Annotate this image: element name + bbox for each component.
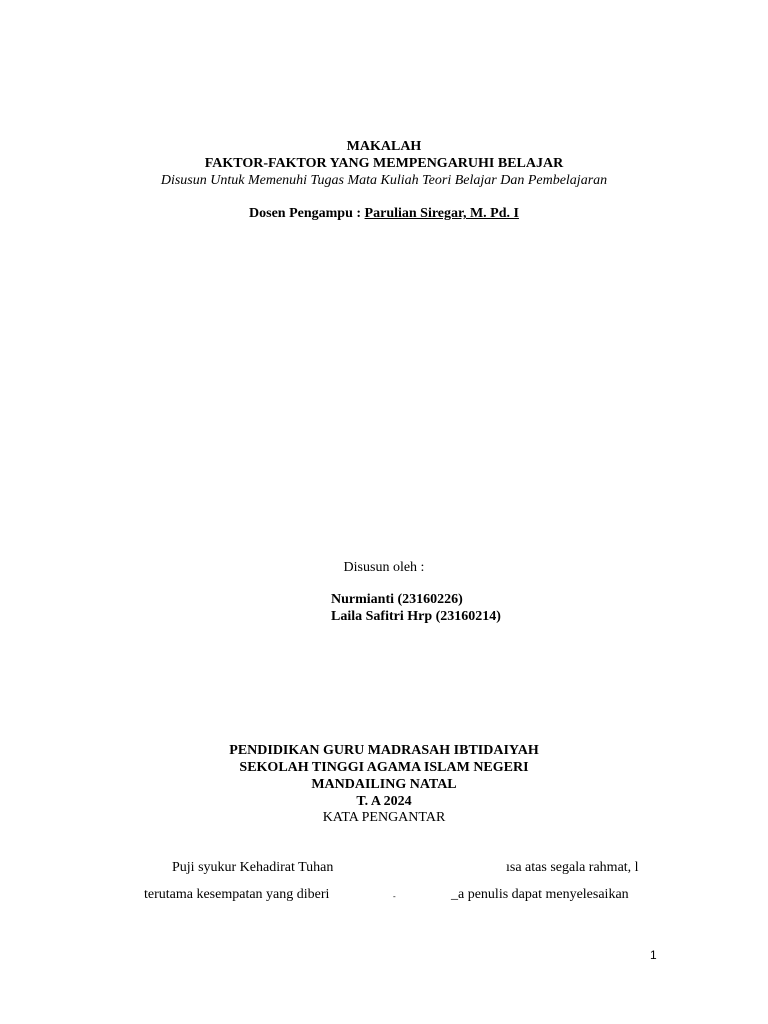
institution-line: SEKOLAH TINGGI AGAMA ISLAM NEGERI [239, 760, 529, 775]
author-name: Nurmianti (23160226) [331, 592, 463, 607]
document-title: FAKTOR-FAKTOR YANG MEMPENGARUHI BELAJAR [204, 156, 564, 171]
text-fragment: - [393, 892, 396, 901]
document-heading: MAKALAH [346, 139, 422, 154]
lecturer-label: Dosen Pengampu : [249, 206, 365, 221]
prepared-by-label: Disusun oleh : [343, 560, 425, 575]
lecturer-name: Parulian Siregar, M. Pd. I [364, 206, 519, 221]
academic-year: T. A 2024 [356, 794, 412, 809]
author-name: Laila Safitri Hrp (23160214) [331, 609, 501, 624]
foreword-text: _a penulis dapat menyelesaikan [451, 887, 629, 902]
document-subtitle: Disusun Untuk Memenuhi Tugas Mata Kuliah Teori Belajar Dan Pembelajaran [160, 173, 608, 188]
lecturer-line [0, 205, 768, 222]
foreword-text: terutama kesempatan yang diberi [144, 887, 330, 902]
institution-line: MANDAILING NATAL [311, 777, 457, 792]
institution-line: PENDIDIKAN GURU MADRASAH IBTIDAIYAH [229, 743, 539, 758]
page-number: 1 [650, 948, 657, 962]
foreword-text: ısa atas segala rahmat, l [506, 860, 639, 875]
foreword-text: Puji syukur Kehadirat Tuhan [172, 860, 334, 875]
foreword-heading: KATA PENGANTAR [322, 810, 446, 825]
